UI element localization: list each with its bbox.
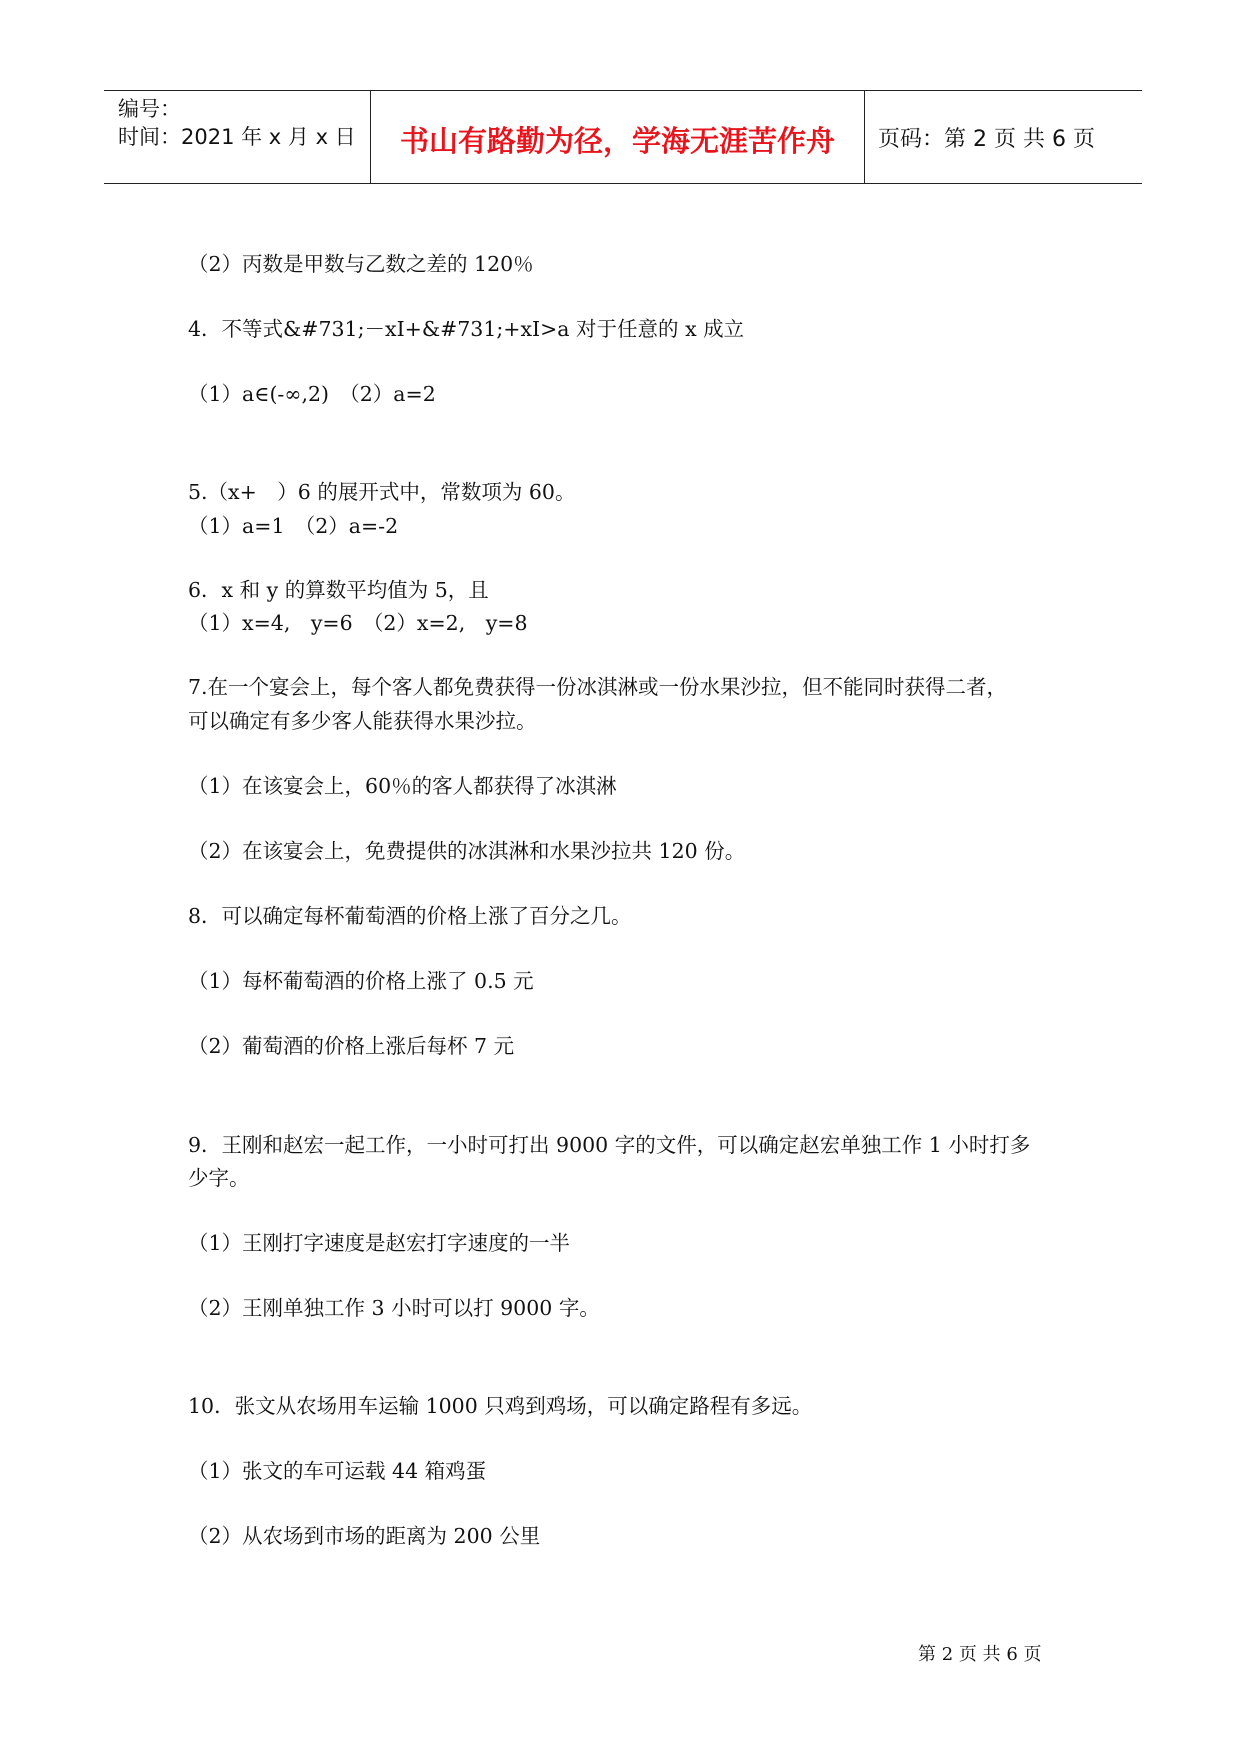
text-line: （1）张文的车可运载 44 箱鸡蛋 <box>188 1459 487 1483</box>
text-line: 6．x 和 y 的算数平均值为 5，且 <box>188 578 489 602</box>
text-line: 10．张文从农场用车运输 1000 只鸡到鸡场，可以确定路程有多远。 <box>188 1394 813 1418</box>
motto: 书山有路勤为径，学海无涯苦作舟 <box>399 124 835 158</box>
text-line: （1）王刚打字速度是赵宏打字速度的一半 <box>188 1231 571 1255</box>
text-line: （2）从农场到市场的距离为 200 公里 <box>188 1524 541 1548</box>
text-line: 7.在一个宴会上，每个客人都免费获得一份冰淇淋或一份水果沙拉，但不能同时获得二者， <box>188 675 1008 699</box>
text-line: （1）在该宴会上，60％的客人都获得了冰淇淋 <box>188 774 617 798</box>
text-line: 可以确定有多少客人能获得水果沙拉。 <box>188 709 537 733</box>
header-motto-cell <box>371 91 865 183</box>
text-line: （1）a=1 （2）a=-2 <box>188 514 399 538</box>
text-line: （2）丙数是甲数与乙数之差的 120％ <box>188 252 534 276</box>
page-footer: 第 2 页 共 6 页 <box>918 1644 1042 1665</box>
text-line: （2）王刚单独工作 3 小时可以打 9000 字。 <box>188 1296 600 1320</box>
header-page-cell <box>865 91 1142 183</box>
text-line: 5.（x+ ）6 的展开式中，常数项为 60。 <box>188 480 576 504</box>
header-info-cell <box>104 91 371 183</box>
text-line: （1）每杯葡萄酒的价格上涨了 0.5 元 <box>188 969 534 993</box>
text-line: 4．不等式&#731;－xI+&#731;+xI>a 对于任意的 x 成立 <box>188 317 745 341</box>
text-line: （2）葡萄酒的价格上涨后每杯 7 元 <box>188 1034 515 1058</box>
text-line: 少字。 <box>188 1166 250 1190</box>
text-line: 9．王刚和赵宏一起工作，一小时可打出 9000 字的文件，可以确定赵宏单独工作 1 小时打多 <box>188 1133 1031 1157</box>
text-line: （1）a∈(-∞,2) （2）a=2 <box>188 382 436 406</box>
number-label: 编号： <box>118 97 181 121</box>
text-line: （2）在该宴会上，免费提供的冰淇淋和水果沙拉共 120 份。 <box>188 839 746 863</box>
text-line: （1）x=4, y=6 （2）x=2, y=8 <box>188 611 528 635</box>
page-info: 页码：第 2 页 共 6 页 <box>878 127 1095 152</box>
text-line: 8．可以确定每杯葡萄酒的价格上涨了百分之几。 <box>188 904 632 928</box>
page-header <box>104 90 1142 184</box>
time-label: 时间：2021 年 x 月 x 日 <box>118 125 356 149</box>
